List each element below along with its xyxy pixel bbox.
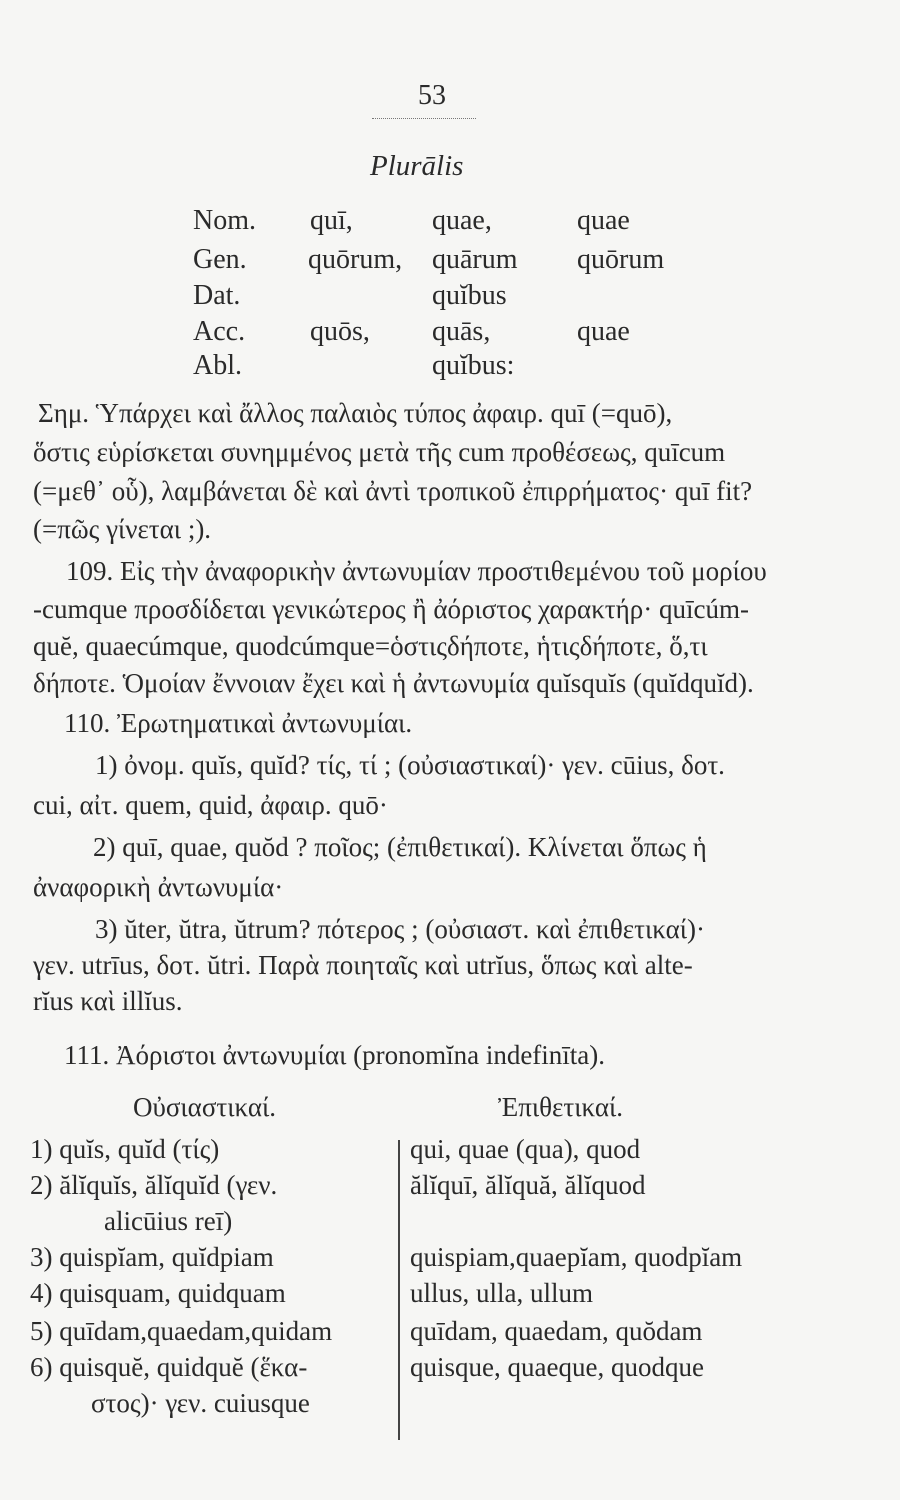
left-column-header: Οὐσιαστικαί. <box>133 1092 277 1122</box>
right-item: quispiam,quaepĭam, quodpĭam <box>410 1242 743 1272</box>
left-item: 4) quisquam, quidquam <box>30 1278 286 1308</box>
section-111-heading: 111. Ἀόριστοι ἀντωνυμίαι (pronomĭna indefinīta). <box>64 1040 606 1070</box>
fem-form: quae, <box>432 205 492 236</box>
note-line: (=μεθ᾽ οὗ), λαμβάνεται δὲ καὶ ἀντὶ τροπικοῦ ἐπιρρήματος· quī fit? <box>33 476 753 506</box>
fem-form: quārum <box>432 244 518 275</box>
note-line: Σημ. Ὑπάρχει καὶ ἄλλος παλαιὸς τύπος ἀφαιρ. quī (=quō), <box>38 398 673 428</box>
section-109-line: 109. Εἰς τὴν ἀναφορικὴν ἀντωνυμίαν προστιθεμένου τοῦ μορίου <box>66 556 767 586</box>
right-column-header: Ἐπιθετικαί. <box>498 1092 624 1122</box>
section-110-line: 1) ὀνομ. quĭs, quĭd? τίς, τί ; (οὐσιαστικαί)· γεν. cūius, δοτ. <box>95 750 725 780</box>
page-number: 53 <box>418 80 446 111</box>
section-109-line: -cumque προσδίδεται γενικώτερος ἢ ἀόριστος χαρακτήρ· quīcúm- <box>33 594 749 624</box>
case-label: Gen. <box>193 244 247 275</box>
fem-form: quās, <box>432 316 491 347</box>
left-item: 5) quīdam,quaedam,quidam <box>30 1316 333 1346</box>
header-rule <box>372 118 476 119</box>
masc-form: quōrum, <box>308 244 403 275</box>
column-separator <box>398 1140 400 1440</box>
section-110-line: 2) quī, quae, quŏd ? ποῖος; (ἐπιθετικαί). Κλίνεται ὅπως ἡ <box>93 832 707 862</box>
right-item: qui, quae (qua), quod <box>410 1134 641 1164</box>
section-110-line: rĭus καὶ illĭus. <box>33 986 183 1016</box>
neut-form: quōrum <box>577 244 665 275</box>
neut-form: quae <box>577 205 630 236</box>
masc-form: quōs, <box>310 316 370 347</box>
section-title: Plurālis <box>370 150 464 182</box>
case-label: Nom. <box>193 205 256 236</box>
section-110-heading: 110. Ἐρωτηματικαὶ ἀντωνυμίαι. <box>64 708 413 738</box>
left-item: 1) quĭs, quĭd (τίς) <box>30 1134 220 1164</box>
right-item: quisque, quaeque, quodque <box>410 1352 704 1382</box>
left-item: 6) quisquĕ, quidquĕ (ἕκα- <box>30 1352 308 1382</box>
section-110-line: cui, αἰτ. quem, quid, ἀφαιρ. quō· <box>33 790 388 820</box>
note-line: ὅστις εὑρίσκεται συνημμένος μετὰ τῆς cum προθέσεως, quīcum <box>33 437 726 467</box>
section-110-line: γεν. utrīus, δοτ. ŭtri. Παρὰ ποιηταῖς καὶ utrĭus, ὅπως καὶ alte- <box>33 950 693 980</box>
section-109-line: quĕ, quaecúmque, quodcúmque=ὁστιςδήποτε, ἡτιςδήποτε, ὅ,τι <box>33 631 708 661</box>
case-label: Dat. <box>193 280 241 311</box>
left-item: 2) ălĭquĭs, ălĭquĭd (γεν. <box>30 1170 278 1200</box>
left-item: στος)· γεν. cuiusque <box>91 1388 310 1418</box>
section-109-line: δήποτε. Ὁμοίαν ἔννοιαν ἔχει καὶ ἡ ἀντωνυμία quĭsquĭs (quĭdquĭd). <box>33 668 754 698</box>
masc-form: quī, <box>310 205 353 236</box>
case-label: Abl. <box>193 350 242 381</box>
fem-form: quĭbus: <box>432 350 515 381</box>
case-label: Acc. <box>193 316 246 347</box>
section-110-line: ἀναφορικὴ ἀντωνυμία· <box>33 872 284 902</box>
neut-form: quae <box>577 316 630 347</box>
note-line: (=πῶς γίνεται ;). <box>33 514 212 544</box>
left-item: 3) quispĭam, quĭdpiam <box>30 1242 274 1272</box>
right-item: ullus, ulla, ullum <box>410 1278 594 1308</box>
section-110-line: 3) ŭter, ŭtra, ŭtrum? πότερος ; (οὐσιαστ. καὶ ἐπιθετικαί)· <box>95 914 705 944</box>
right-item: ălĭquī, ălĭquă, ălĭquod <box>410 1170 646 1200</box>
left-item: alicūius reī) <box>104 1206 233 1236</box>
right-item: quīdam, quaedam, quŏdam <box>410 1316 703 1346</box>
fem-form: quĭbus <box>432 280 507 311</box>
